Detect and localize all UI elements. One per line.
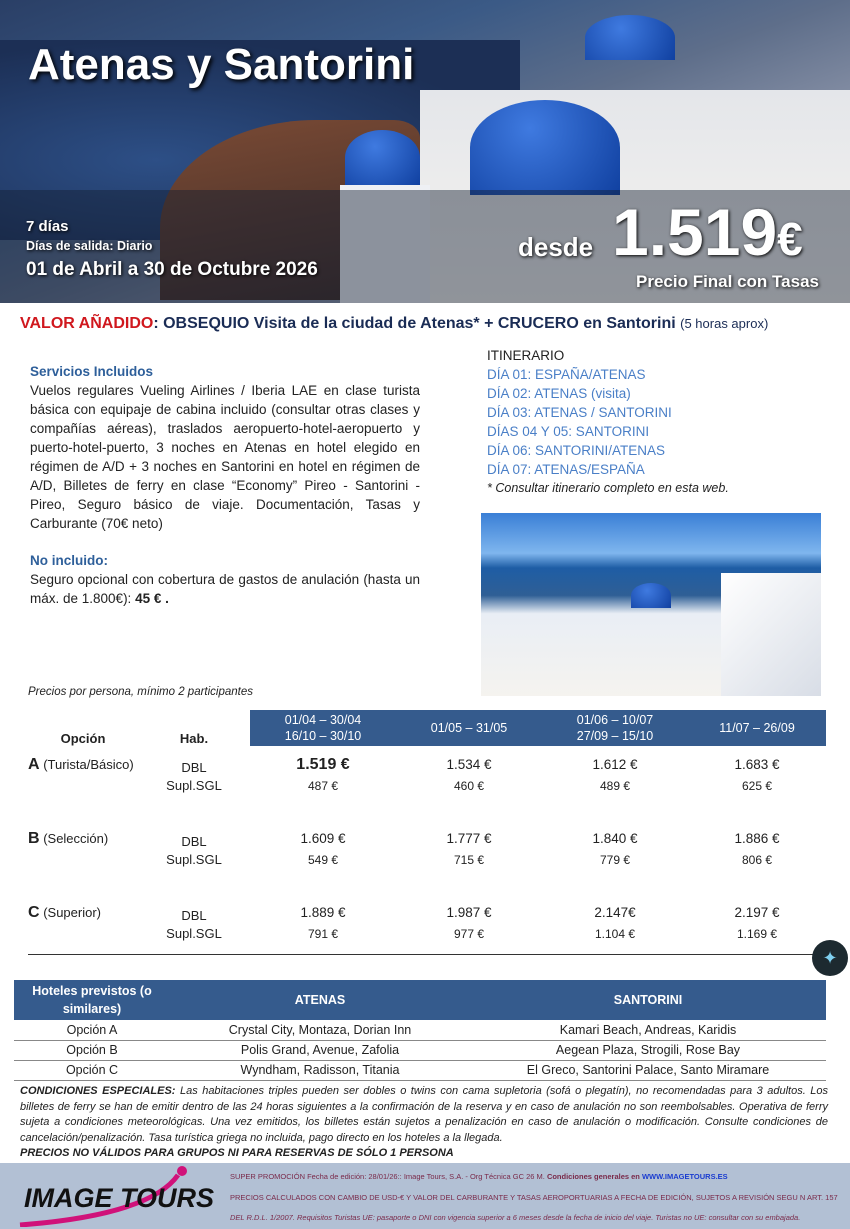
dbl-price: 2.197 €	[734, 905, 780, 920]
from-label: desde	[518, 232, 594, 262]
hotel-row: Opción B Polis Grand, Avenue, Zafolia Aegean Plaza, Strogili, Rose Bay	[14, 1040, 826, 1060]
option-row: A (Turista/Básico) DBL 1.519 € 1.534 € 1.612 € 1.683 €	[28, 746, 826, 775]
col-athens: ATENAS	[170, 980, 470, 1020]
sgl-price: 625 €	[741, 778, 773, 793]
sgl-price: 806 €	[741, 852, 773, 867]
col-santorini: SANTORINI	[470, 980, 826, 1020]
sgl-price: 487 €	[307, 778, 339, 793]
dbl-price: 1.534 €	[446, 757, 492, 772]
sgl-price: 489 €	[599, 778, 631, 793]
sgl-price: 1.104 €	[594, 926, 636, 941]
special-conditions: CONDICIONES ESPECIALES: Las habitaciones triples pueden ser dobles o twins con cama supletoria (sofá o plegatín), no recomendadas para 3 adultos. Los billetes de ferry se han de emitir dentro de las 24 horas siguientes a la confirmación de la reserva y en caso de anulación no son reembolsables. Operativa de ferry sujeta a condiciones meteorológicas. Una vez emitidos, los billetes están sujetos a penalización en caso de anulación o modificación. Consulte condiciones de cancelación/penalización. Tasa turística griega no incluida, pago directo en los hoteles a la llegada. PRECIOS NO VÁLIDOS PARA GRUPOS NI PARA RESERVAS DE SÓLO 1 PERSONA	[20, 1085, 828, 1159]
itinerary-title: ITINERARIO	[487, 348, 565, 363]
blue-dome	[470, 100, 620, 195]
duration: 7 días	[26, 218, 69, 235]
sgl-price: 1.169 €	[736, 926, 778, 941]
itinerary-day: DÍA 01: ESPAÑA/ATENAS	[487, 367, 646, 382]
hotel-row: Opción C Wyndham, Radisson, Titania El Greco, Santorini Palace, Santo Miramare	[14, 1060, 826, 1080]
hotels-table	[14, 980, 826, 1081]
dbl-price: 1.889 €	[300, 905, 346, 920]
blue-dome	[631, 583, 671, 608]
dbl-price: 1.612 €	[592, 757, 638, 772]
dbl-price: 1.777 €	[446, 831, 492, 846]
price-table: Opción Hab. 01/04 – 30/04 16/10 – 30/10 01/05 – 31/05 01/06 – 10/07 27/09 – 15/10 11/07 – 26/09 A (Turista/Básico) DBL 1.519 € 1.534 € 1.612 € 1.683 € Supl.SGL 487 € 460 € 489 € 625 € B (Selección) DBL 1.609 € 1.777 € 1.840 € 1.886 € Supl.SGL 549 € 715 € 779 € 806 € C (Superior) DBL 1.889 € 1.987 € 2.147€ 2.197 € Supl.SGL 791 € 977 € 1.104 € 1.169 €	[28, 710, 826, 955]
blue-dome	[345, 130, 420, 185]
footer-line1: SUPER PROMOCIÓN Fecha de edición: 28/01/26:: Image Tours, S.A. - Org Técnica GC 26 M. Condiciones generales en WWW.IMAGETOURS.ES	[230, 1172, 728, 1181]
page-title: Atenas y Santorini	[28, 40, 415, 89]
period-header: 01/04 – 30/04 16/10 – 30/10	[250, 710, 396, 746]
footer	[0, 1163, 850, 1229]
dbl-price: 1.886 €	[734, 831, 780, 846]
logo: IMAGE TOURS	[24, 1183, 215, 1213]
itinerary-day: DÍA 03: ATENAS / SANTORINI	[487, 405, 672, 420]
blue-dome	[585, 15, 675, 60]
option-row: C (Superior) DBL 1.889 € 1.987 € 2.147€ 2.197 €	[28, 894, 826, 923]
white-stairs	[721, 573, 821, 696]
added-value: VALOR AÑADIDO: OBSEQUIO Visita de la ciudad de Atenas* + CRUCERO en Santorini (5 horas aprox)	[20, 315, 769, 332]
itinerary-note: * Consultar itinerario completo en esta web.	[487, 481, 729, 495]
itinerary-day: DÍA 02: ATENAS (visita)	[487, 386, 631, 401]
dbl-price: 1.519 €	[296, 755, 350, 773]
sgl-price: 549 €	[307, 852, 339, 867]
col-room: Hab.	[179, 731, 209, 746]
period-header: 01/06 – 10/07 27/09 – 15/10	[542, 710, 688, 746]
dbl-price: 1.840 €	[592, 831, 638, 846]
dbl-price: 1.987 €	[446, 905, 492, 920]
period-header: 11/07 – 26/09	[688, 710, 826, 746]
dbl-price: 1.609 €	[300, 831, 346, 846]
itinerary-day: DÍA 07: ATENAS/ESPAÑA	[487, 462, 645, 477]
col-option: Opción	[60, 731, 106, 746]
hotel-row: Opción A Crystal City, Montaza, Dorian Inn Kamari Beach, Andreas, Karidis	[14, 1020, 826, 1040]
footer-line2: PRECIOS CALCULADOS CON CAMBIO DE USD-€ Y VALOR DEL CARBURANTE Y TASAS AEROPORTUARIAS A FECHA DE EDICIÓN, SUJETOS A REVISIÓN SEGU N ART. 157	[230, 1193, 838, 1202]
itinerary-day: DÍA 06: SANTORINI/ATENAS	[487, 443, 666, 458]
dbl-price: 2.147€	[594, 905, 636, 920]
departures: Días de salida: Diario	[26, 239, 153, 253]
prices-note: Precios por persona, mínimo 2 participantes	[28, 686, 253, 698]
assistant-icon[interactable]: ✦	[812, 940, 848, 976]
dbl-price: 1.683 €	[734, 757, 780, 772]
footer-line3: DEL R.D.L. 1/2007. Requisitos Turistas UE: pasaporte o DNI con vigencia superior a 6 meses desde la fecha de inicio del viaje. Turistas no UE: consultar con su embajada.	[230, 1213, 801, 1222]
hotels-header: Hoteles previstos (o similares)	[14, 980, 170, 1020]
services-text: Vuelos regulares Vueling Airlines / Iberia LAE en clase turista básica con equipaje de cabina incluido (consultar otras clases y compañías aéreas), traslados aeropuerto-hotel-aeropuerto y puerto-hotel-puerto, 3 noches en Atenas en hotel elegido en régimen de A/D + 3 noches en Santorini en hotel en régimen de A/D, Billetes de ferry en clase “Economy” Pireo - Santorini - Pireo, Seguro básico de viaje. Documentación, Tasas y Carburante (70€ neto)	[30, 383, 420, 531]
sgl-price: 460 €	[453, 778, 485, 793]
sgl-price: 715 €	[453, 852, 485, 867]
price-note: Precio Final con Tasas	[636, 272, 819, 291]
santorini-photo	[481, 513, 821, 696]
services-title: Servicios Incluidos	[30, 364, 154, 379]
sgl-price: 791 €	[307, 926, 339, 941]
not-included: No incluido: Seguro opcional con cobertura de gastos de anulación (hasta un máx. de 1.800€): 45 € .	[30, 553, 420, 606]
website-link[interactable]: WWW.IMAGETOURS.ES	[641, 1172, 728, 1181]
itinerary-day: DÍAS 04 Y 05: SANTORINI	[487, 424, 650, 439]
dates: 01 de Abril a 30 de Octubre 2026	[26, 259, 318, 280]
option-row: B (Selección) DBL 1.609 € 1.777 € 1.840 € 1.886 €	[28, 820, 826, 849]
price: 1.519€	[612, 195, 803, 269]
sgl-price: 779 €	[599, 852, 631, 867]
services-included	[30, 362, 420, 533]
not-included-title: No incluido:	[30, 553, 108, 568]
period-header: 01/05 – 31/05	[396, 710, 542, 746]
sgl-price: 977 €	[453, 926, 485, 941]
itinerary	[487, 346, 729, 498]
warning: PRECIOS NO VÁLIDOS PARA GRUPOS NI PARA RESERVAS DE SÓLO 1 PERSONA	[20, 1147, 454, 1159]
